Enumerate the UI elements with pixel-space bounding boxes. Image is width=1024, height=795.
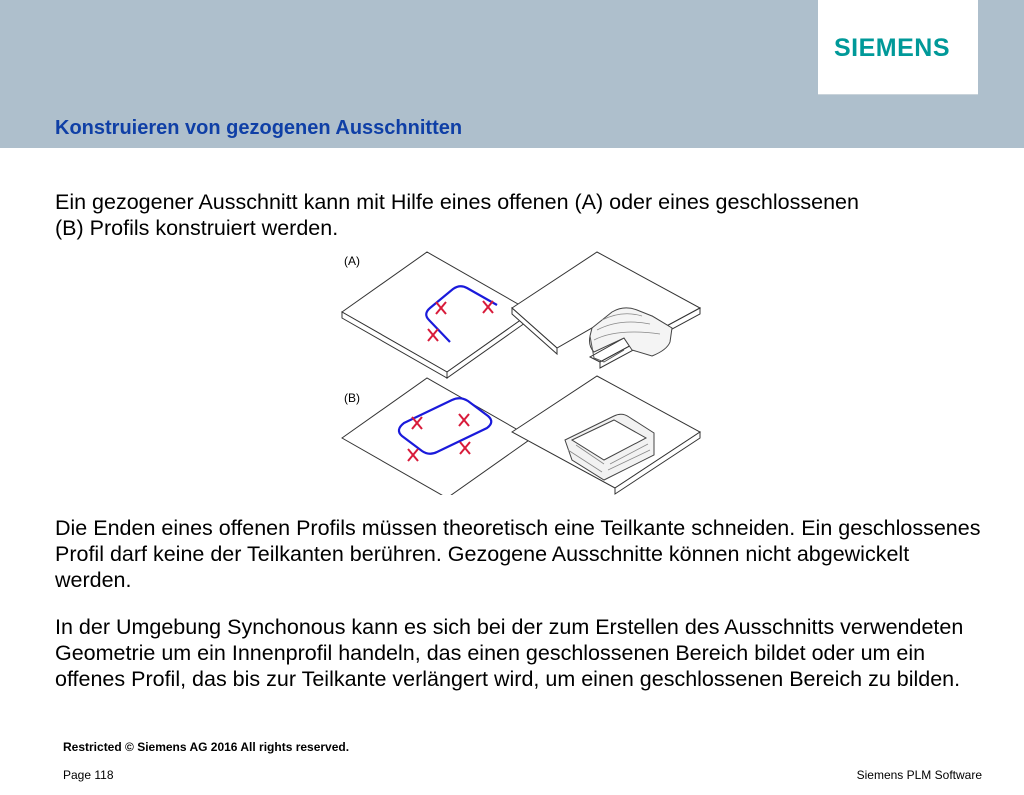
synchronous-paragraph: In der Umgebung Synchonous kann es sich bei der zum Erstellen des Ausschnitts verwendeten Geometrie um ein Innenprofil handeln, das einen geschlossenen Bereich bildet oder um ein offenes Profil, das bis zur Teilkante verlängert wird, um einen geschlossenen Bereich zu bilden. <box>55 615 964 691</box>
plate-a-result <box>512 252 700 368</box>
footer-page-number: Page 118 <box>63 768 114 782</box>
footer-company: Siemens PLM Software <box>856 768 982 782</box>
slide-title: Konstruieren von gezogenen Ausschnitten <box>55 117 463 139</box>
label-b: (B) <box>344 391 360 405</box>
label-a: (A) <box>344 254 360 268</box>
siemens-logo: SIEMENS <box>834 34 951 62</box>
cutout-illustration <box>332 250 712 495</box>
logo-box-bottom <box>818 74 978 95</box>
plate-b-profile <box>342 378 532 495</box>
footer-restricted: Restricted © Siemens AG 2016 All rights reserved. <box>63 740 350 754</box>
open-profile-paragraph: Die Enden eines offenen Profils müssen theoretisch eine Teilkante schneiden. Ein geschlossenes Profil darf keine der Teilkanten berühren. Gezogene Ausschnitte können nicht abgewickelt werden. <box>55 516 981 592</box>
plate-b-result <box>512 376 700 494</box>
plate-a-profile <box>342 252 532 378</box>
intro-paragraph: Ein gezogener Ausschnitt kann mit Hilfe eines offenen (A) oder eines geschlossenen (B) Profils konstruiert werden. <box>55 190 859 240</box>
